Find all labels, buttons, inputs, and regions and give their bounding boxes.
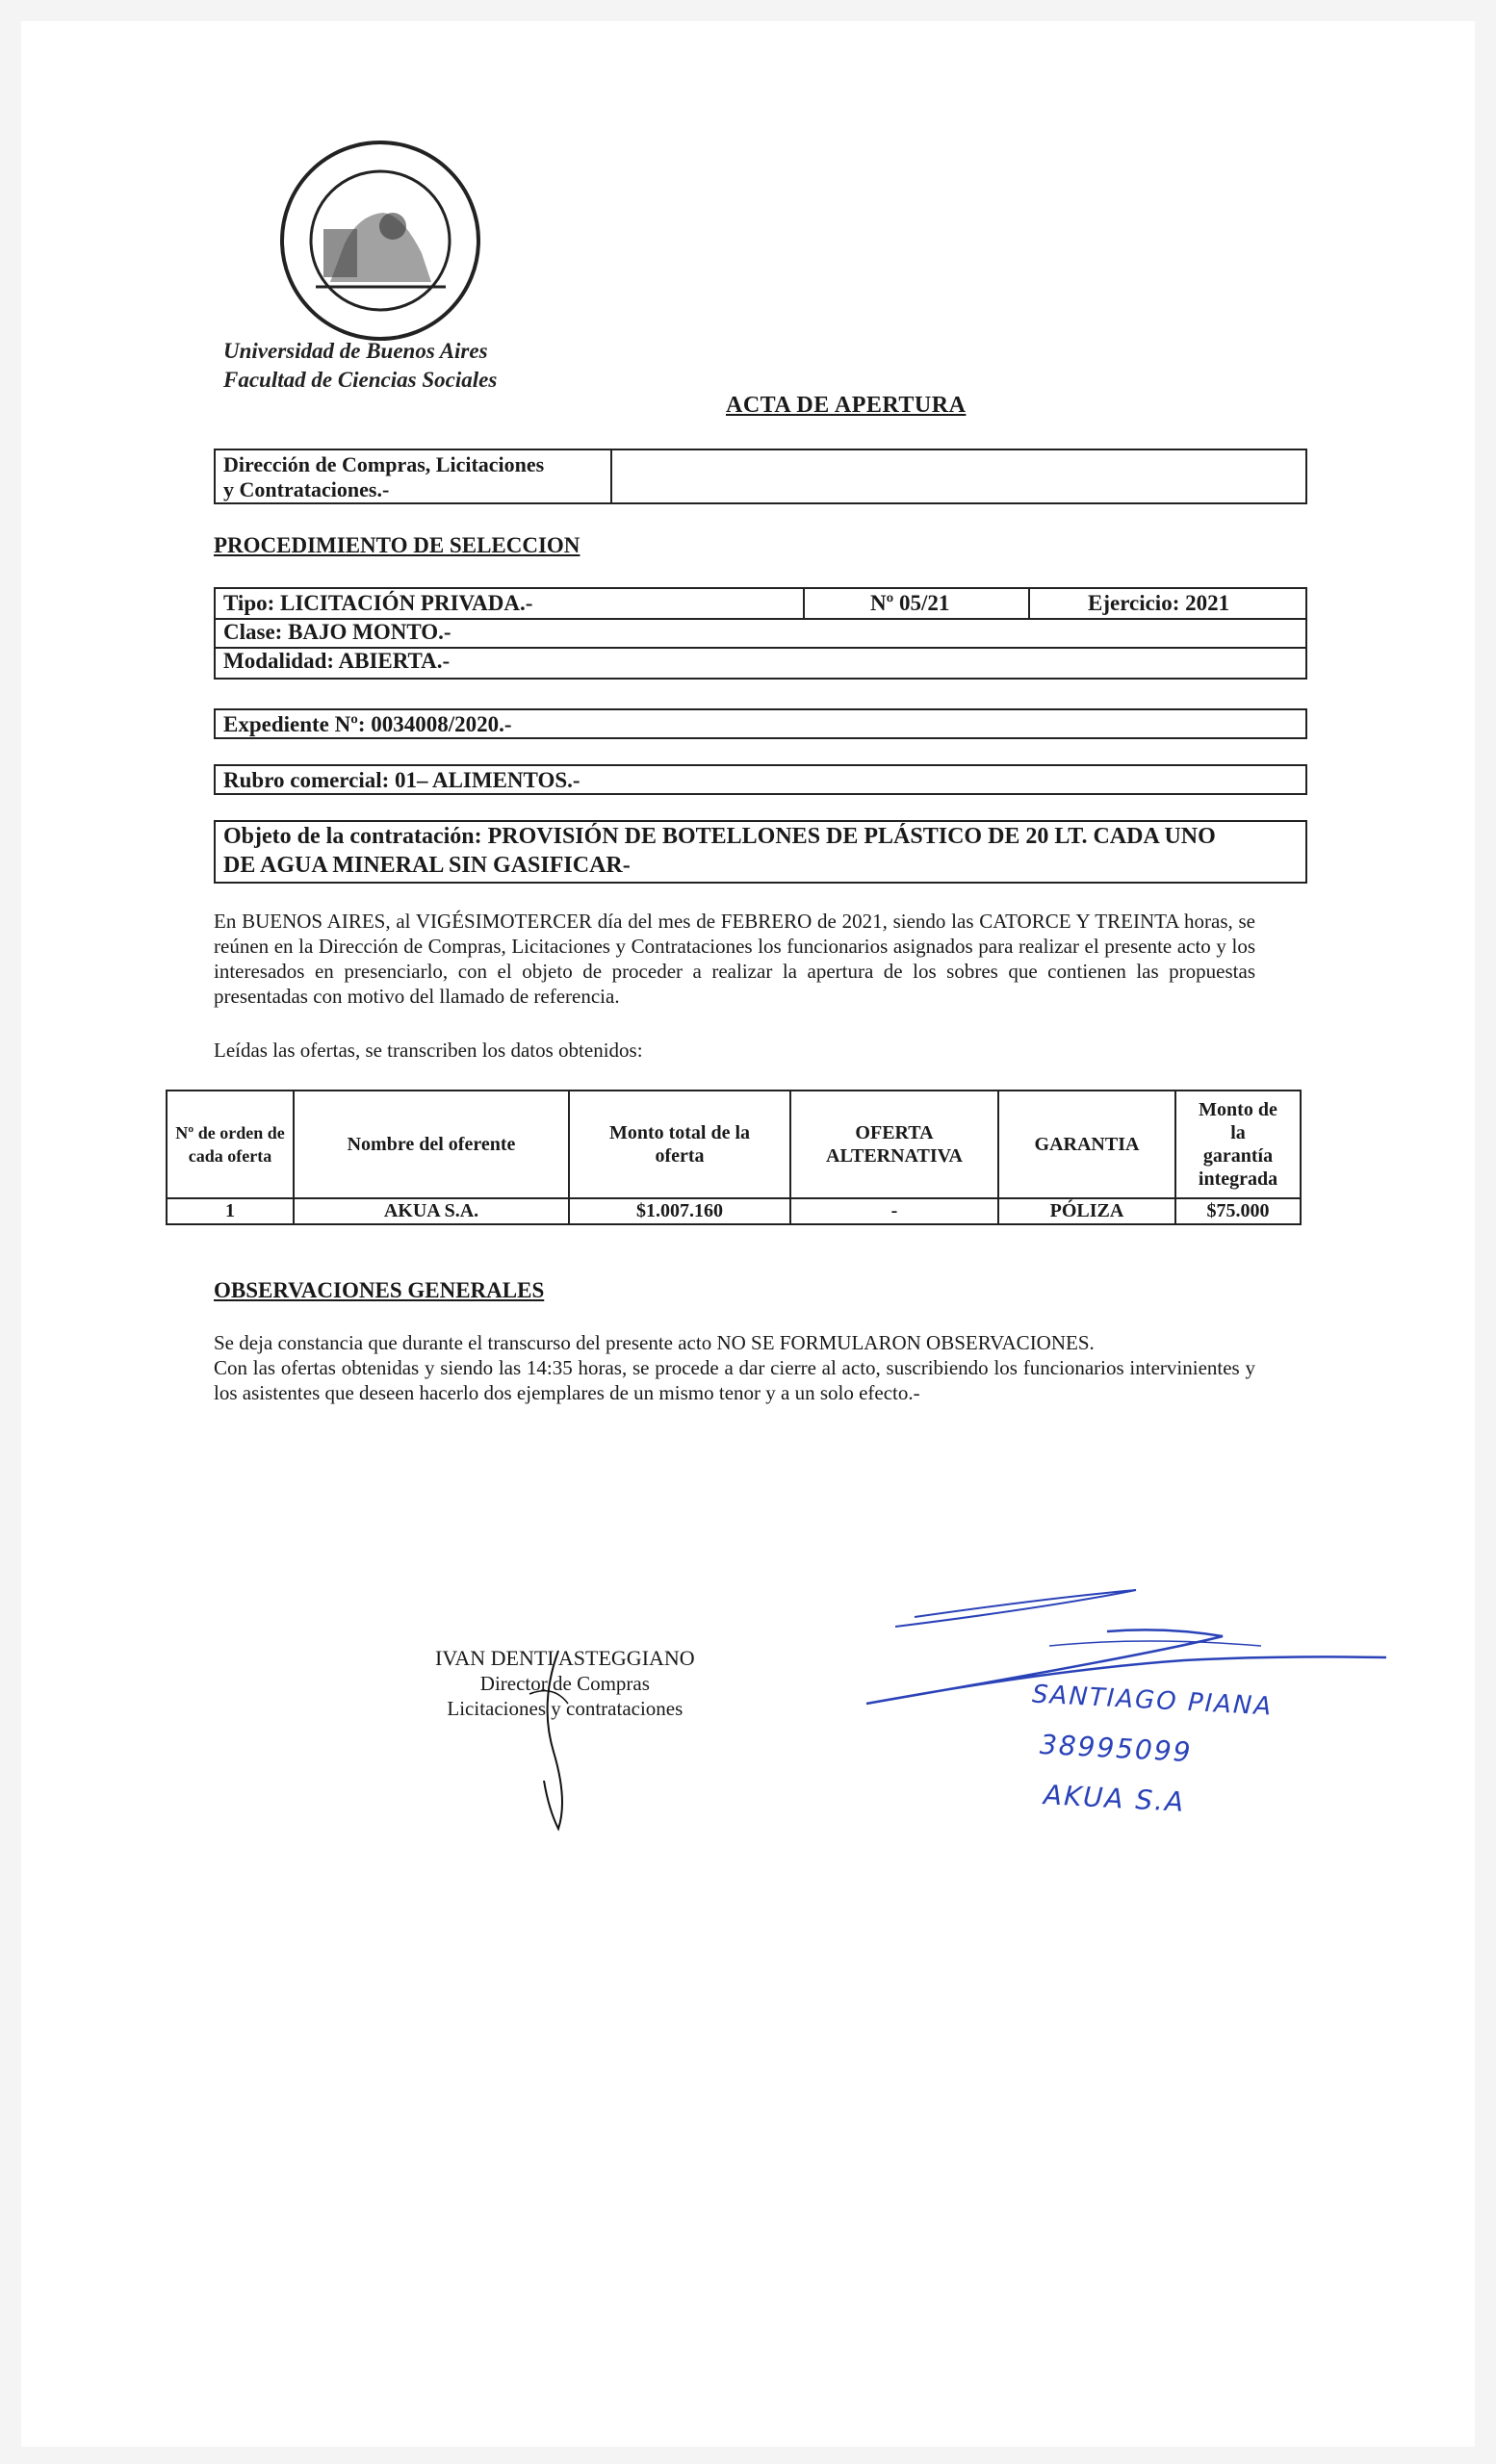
cell-alternativa: - (790, 1198, 998, 1224)
clase-cell: Clase: BAJO MONTO.- (223, 620, 451, 644)
clase-row (216, 618, 1305, 649)
ejercicio-divider (1028, 589, 1030, 618)
cell-garantia: PÓLIZA (998, 1198, 1175, 1224)
observaciones-paragraph: Con las ofertas obtenidas y siendo las 14:35 horas, se procede a dar cierre al acto, suscribiendo los funcionarios intervinientes y los asistentes que deseen hacerlo dos ejemplares de un mismo tenor y a un solo efecto.- (214, 1356, 1255, 1404)
document-title: ACTA DE APERTURA (726, 393, 967, 418)
header-nombre: Nombre del oferente (294, 1091, 569, 1198)
header-garantia: GARANTIA (998, 1091, 1175, 1198)
direccion-line1: Dirección de Compras, Licitaciones (223, 452, 545, 476)
direccion-line2: y Contrataciones.- (223, 477, 390, 501)
header-monto-garantia: Monto de la garantía integrada (1175, 1091, 1301, 1198)
university-seal (277, 138, 483, 344)
table-row (167, 1198, 1301, 1224)
objeto-box (214, 820, 1307, 884)
expediente-text: Expediente Nº: 0034008/2020.- (223, 712, 512, 736)
objeto-line1: Objeto de la contratación: PROVISIÓN DE BOTELLONES DE PLÁSTICO DE 20 LT. CADA UNO (223, 824, 1216, 849)
left-signature-block (435, 1646, 695, 1721)
rubro-text: Rubro comercial: 01– ALIMENTOS.- (223, 768, 580, 792)
ejercicio-cell: Ejercicio: 2021 (1088, 591, 1230, 615)
leidas-line: Leídas las ofertas, se transcriben los datos obtenidos: (214, 1039, 643, 1062)
offers-header-row (167, 1091, 1301, 1198)
tipo-row (216, 589, 1305, 620)
objeto-line2: DE AGUA MINERAL SIN GASIFICAR- (223, 853, 631, 878)
header-orden: Nº de orden de cada oferta (167, 1091, 294, 1198)
cell-orden: 1 (167, 1198, 294, 1224)
offers-table (166, 1090, 1302, 1225)
header-alternativa: OFERTA ALTERNATIVA (790, 1091, 998, 1198)
handwritten-name: SANTIAGO PIANA (1031, 1680, 1274, 1722)
university-name: Universidad de Buenos Aires (223, 339, 488, 363)
intro-paragraph: En BUENOS AIRES, al VIGÉSIMOTERCER día del mes de FEBRERO de 2021, siendo las CATORCE Y TREINTA horas, se reúnen en la Dirección de Compras, Licitaciones y Contrataciones los funcionarios asignados para realizar el presente acto y los interesados en presenciarlo, con el objeto de proceder a realizar la apertura de los sobres que contienen las propuestas presentadas con motivo del llamado de referencia. (214, 910, 1255, 1008)
handwritten-company: AKUA S.A (1043, 1779, 1187, 1818)
cell-monto: $1.007.160 (569, 1198, 790, 1224)
signer-title1: Director de Compras (479, 1672, 650, 1695)
faculty-name: Facultad de Ciencias Sociales (223, 368, 498, 392)
numero-cell: Nº 05/21 (870, 591, 950, 615)
tipo-cell: Tipo: LICITACIÓN PRIVADA.- (223, 591, 533, 615)
rubro-box (214, 764, 1307, 795)
procedimiento-heading: PROCEDIMIENTO DE SELECCION (214, 533, 580, 557)
procedimiento-box (214, 587, 1307, 680)
header-monto: Monto total de la oferta (569, 1091, 790, 1198)
modalidad-cell: Modalidad: ABIERTA.- (223, 649, 451, 673)
modalidad-row (216, 649, 1305, 678)
signer-title2: Licitaciones y contrataciones (447, 1697, 684, 1720)
direccion-box (214, 449, 1307, 504)
numero-divider (803, 589, 805, 618)
observaciones-heading: OBSERVACIONES GENERALES (214, 1278, 545, 1302)
direccion-label-cell (216, 450, 612, 502)
cell-monto-garantia: $75.000 (1175, 1198, 1301, 1224)
handwritten-id: 38995099 (1039, 1728, 1194, 1769)
observaciones-line1: Se deja constancia que durante el transcurso del presente acto NO SE FORMULARON OBSERVACIONES. (214, 1331, 1095, 1354)
expediente-box (214, 708, 1307, 739)
signer-name: IVAN DENTI ASTEGGIANO (435, 1646, 695, 1670)
cell-nombre: AKUA S.A. (294, 1198, 569, 1224)
university-header (223, 337, 497, 395)
